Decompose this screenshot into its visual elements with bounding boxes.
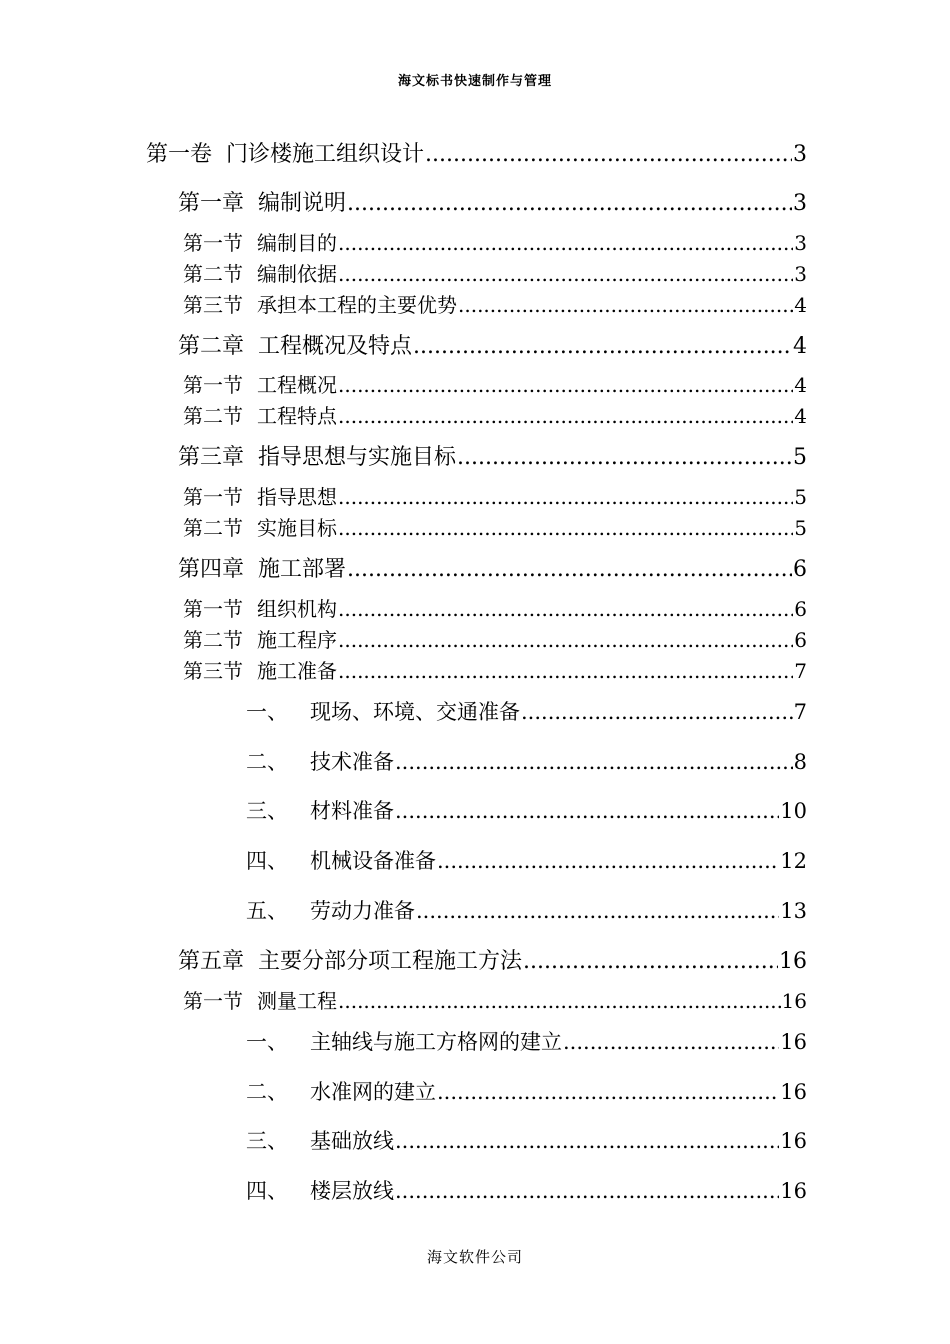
toc-entry-page: 6 xyxy=(793,557,807,582)
toc-entry-number: 第三节 xyxy=(183,659,243,683)
toc-entry[interactable] xyxy=(246,696,807,726)
toc-entry-page: 6 xyxy=(794,628,807,652)
toc-leader-dots xyxy=(425,142,792,167)
page-header: 海文标书快速制作与管理 xyxy=(397,74,552,89)
toc-entry-page: 4 xyxy=(794,404,807,428)
toc-entry-number: 第三章 xyxy=(178,445,245,470)
toc-leader-dots xyxy=(338,628,793,652)
toc-leader-dots xyxy=(338,597,793,621)
toc-entry-title: 主轴线与施工方格网的建立 xyxy=(310,1030,562,1054)
toc-entry-page: 16 xyxy=(779,949,807,974)
toc-entry-number: 四、 xyxy=(246,1179,288,1203)
toc-leader-dots xyxy=(521,700,793,724)
toc-entry-title: 水准网的建立 xyxy=(310,1080,436,1104)
toc-entry-number: 第一卷 xyxy=(146,142,213,167)
toc-leader-dots xyxy=(437,1080,779,1104)
toc-entry-page: 3 xyxy=(794,262,807,286)
toc-leader-dots xyxy=(395,750,793,774)
toc-entry[interactable] xyxy=(246,1026,807,1056)
toc-entry-page: 16 xyxy=(781,989,807,1013)
toc-leader-dots xyxy=(458,293,793,317)
toc-entry[interactable] xyxy=(183,593,807,622)
toc-entry-page: 5 xyxy=(794,485,807,509)
toc-entry[interactable] xyxy=(183,289,807,318)
toc-entry-page: 16 xyxy=(780,1030,807,1054)
toc-entry-number: 第二节 xyxy=(183,628,243,652)
toc-entry-page: 10 xyxy=(780,799,807,823)
toc-entry-number: 一、 xyxy=(246,700,288,724)
toc-entry-number: 第三节 xyxy=(183,293,243,317)
toc-leader-dots xyxy=(395,1179,779,1203)
toc-leader-dots xyxy=(563,1030,779,1054)
toc-entry-page: 4 xyxy=(794,293,807,317)
page-footer: 海文软件公司 xyxy=(426,1248,523,1266)
toc-entry-number: 第二章 xyxy=(178,334,245,359)
toc-entry[interactable] xyxy=(183,400,807,429)
toc-entry[interactable] xyxy=(183,481,807,510)
toc-entry-page: 16 xyxy=(780,1129,807,1153)
toc-leader-dots xyxy=(395,799,779,823)
toc-entry-number: 第一节 xyxy=(183,231,243,255)
toc-entry-number: 二、 xyxy=(246,750,288,774)
toc-entry-title: 工程特点 xyxy=(257,404,337,428)
toc-entry-title: 门诊楼施工组织设计 xyxy=(226,142,425,167)
toc-entry-page: 5 xyxy=(794,516,807,540)
toc-entry[interactable] xyxy=(246,795,807,825)
toc-leader-dots xyxy=(347,557,792,582)
toc-entry[interactable] xyxy=(178,186,807,217)
toc-leader-dots xyxy=(338,373,793,397)
toc-entry-title: 现场、环境、交通准备 xyxy=(310,700,520,724)
toc-entry-title: 施工准备 xyxy=(257,659,337,683)
toc-leader-dots xyxy=(338,989,781,1013)
toc-entry-page: 4 xyxy=(793,334,807,359)
toc-entry[interactable] xyxy=(246,1125,807,1155)
toc-entry-page: 3 xyxy=(794,231,807,255)
toc-entry-number: 三、 xyxy=(246,1129,288,1153)
toc-entry-title: 指导思想与实施目标 xyxy=(258,445,457,470)
toc-entry-page: 3 xyxy=(793,142,807,167)
toc-entry-title: 编制说明 xyxy=(258,191,347,216)
toc-entry-title: 编制依据 xyxy=(257,262,337,286)
toc-leader-dots xyxy=(338,485,793,509)
toc-entry-number: 一、 xyxy=(246,1030,288,1054)
toc-entry-title: 工程概况 xyxy=(257,373,337,397)
toc-entry-number: 第二节 xyxy=(183,262,243,286)
toc-entry-title: 施工部署 xyxy=(258,557,347,582)
toc-entry-number: 四、 xyxy=(246,849,288,873)
toc-entry-page: 5 xyxy=(793,445,807,470)
toc-entry-page: 16 xyxy=(780,1080,807,1104)
toc-entry-title: 基础放线 xyxy=(310,1129,394,1153)
toc-entry-number: 第一节 xyxy=(183,597,243,621)
toc-entry-title: 楼层放线 xyxy=(310,1179,394,1203)
toc-leader-dots xyxy=(338,659,793,683)
toc-entry-title: 实施目标 xyxy=(257,516,337,540)
toc-entry-number: 三、 xyxy=(246,799,288,823)
toc-entry-number: 第四章 xyxy=(178,557,245,582)
toc-entry-title: 材料准备 xyxy=(310,799,394,823)
toc-leader-dots xyxy=(413,334,792,359)
toc-entry[interactable] xyxy=(183,624,807,653)
toc-entry[interactable] xyxy=(183,985,807,1014)
toc-leader-dots xyxy=(338,262,793,286)
toc-leader-dots xyxy=(416,899,779,923)
toc-entry-title: 测量工程 xyxy=(257,989,337,1013)
toc-entry-number: 第二节 xyxy=(183,516,243,540)
toc-entry[interactable] xyxy=(183,512,807,541)
toc-entry[interactable] xyxy=(178,944,807,975)
toc-entry-number: 第五章 xyxy=(178,949,245,974)
toc-leader-dots xyxy=(395,1129,779,1153)
toc-entry-number: 第一章 xyxy=(178,191,245,216)
toc-entry[interactable] xyxy=(246,1175,807,1205)
toc-leader-dots xyxy=(437,849,779,873)
toc-entry[interactable] xyxy=(246,895,807,925)
toc-entry-page: 6 xyxy=(794,597,807,621)
toc-entry-page: 8 xyxy=(793,750,807,774)
toc-entry[interactable] xyxy=(246,1076,807,1106)
toc-entry[interactable] xyxy=(183,258,807,287)
toc-entry-number: 第二节 xyxy=(183,404,243,428)
toc-entry-title: 工程概况及特点 xyxy=(258,334,413,359)
toc-entry-number: 第一节 xyxy=(183,373,243,397)
toc-entry-page: 3 xyxy=(793,191,807,216)
toc-entry-title: 指导思想 xyxy=(257,485,337,509)
toc-entry[interactable] xyxy=(246,845,807,875)
toc-entry-number: 五、 xyxy=(246,899,288,923)
toc-leader-dots xyxy=(338,404,793,428)
toc-entry[interactable] xyxy=(178,552,807,583)
toc-entry-number: 二、 xyxy=(246,1080,288,1104)
toc-entry-title: 编制目的 xyxy=(257,231,337,255)
toc-entry[interactable] xyxy=(183,655,807,684)
toc-entry-title: 劳动力准备 xyxy=(310,899,415,923)
toc-entry-title: 机械设备准备 xyxy=(310,849,436,873)
toc-entry-page: 4 xyxy=(794,373,807,397)
toc-entry[interactable] xyxy=(246,746,807,776)
toc-entry-title: 承担本工程的主要优势 xyxy=(257,293,457,317)
toc-leader-dots xyxy=(347,191,792,216)
toc-entry-title: 施工程序 xyxy=(257,628,337,652)
toc-entry[interactable] xyxy=(183,227,807,256)
toc-entry[interactable] xyxy=(178,329,807,360)
toc-entry-title: 主要分部分项工程施工方法 xyxy=(258,949,523,974)
toc-entry-title: 技术准备 xyxy=(310,750,394,774)
toc-entry-page: 7 xyxy=(793,700,807,724)
toc-entry-page: 16 xyxy=(780,1179,807,1203)
toc-entry-page: 7 xyxy=(794,659,807,683)
toc-entry-number: 第一节 xyxy=(183,485,243,509)
toc-leader-dots xyxy=(338,516,793,540)
toc-entry-page: 13 xyxy=(780,899,807,923)
toc-entry[interactable] xyxy=(146,137,807,168)
toc-leader-dots xyxy=(457,445,792,470)
toc-leader-dots xyxy=(338,231,793,255)
toc-entry-page: 12 xyxy=(780,849,807,873)
toc-entry[interactable] xyxy=(178,440,807,471)
toc-entry-number: 第一节 xyxy=(183,989,243,1013)
toc-leader-dots xyxy=(523,949,778,974)
toc-entry-title: 组织机构 xyxy=(257,597,337,621)
toc-entry[interactable] xyxy=(183,369,807,398)
